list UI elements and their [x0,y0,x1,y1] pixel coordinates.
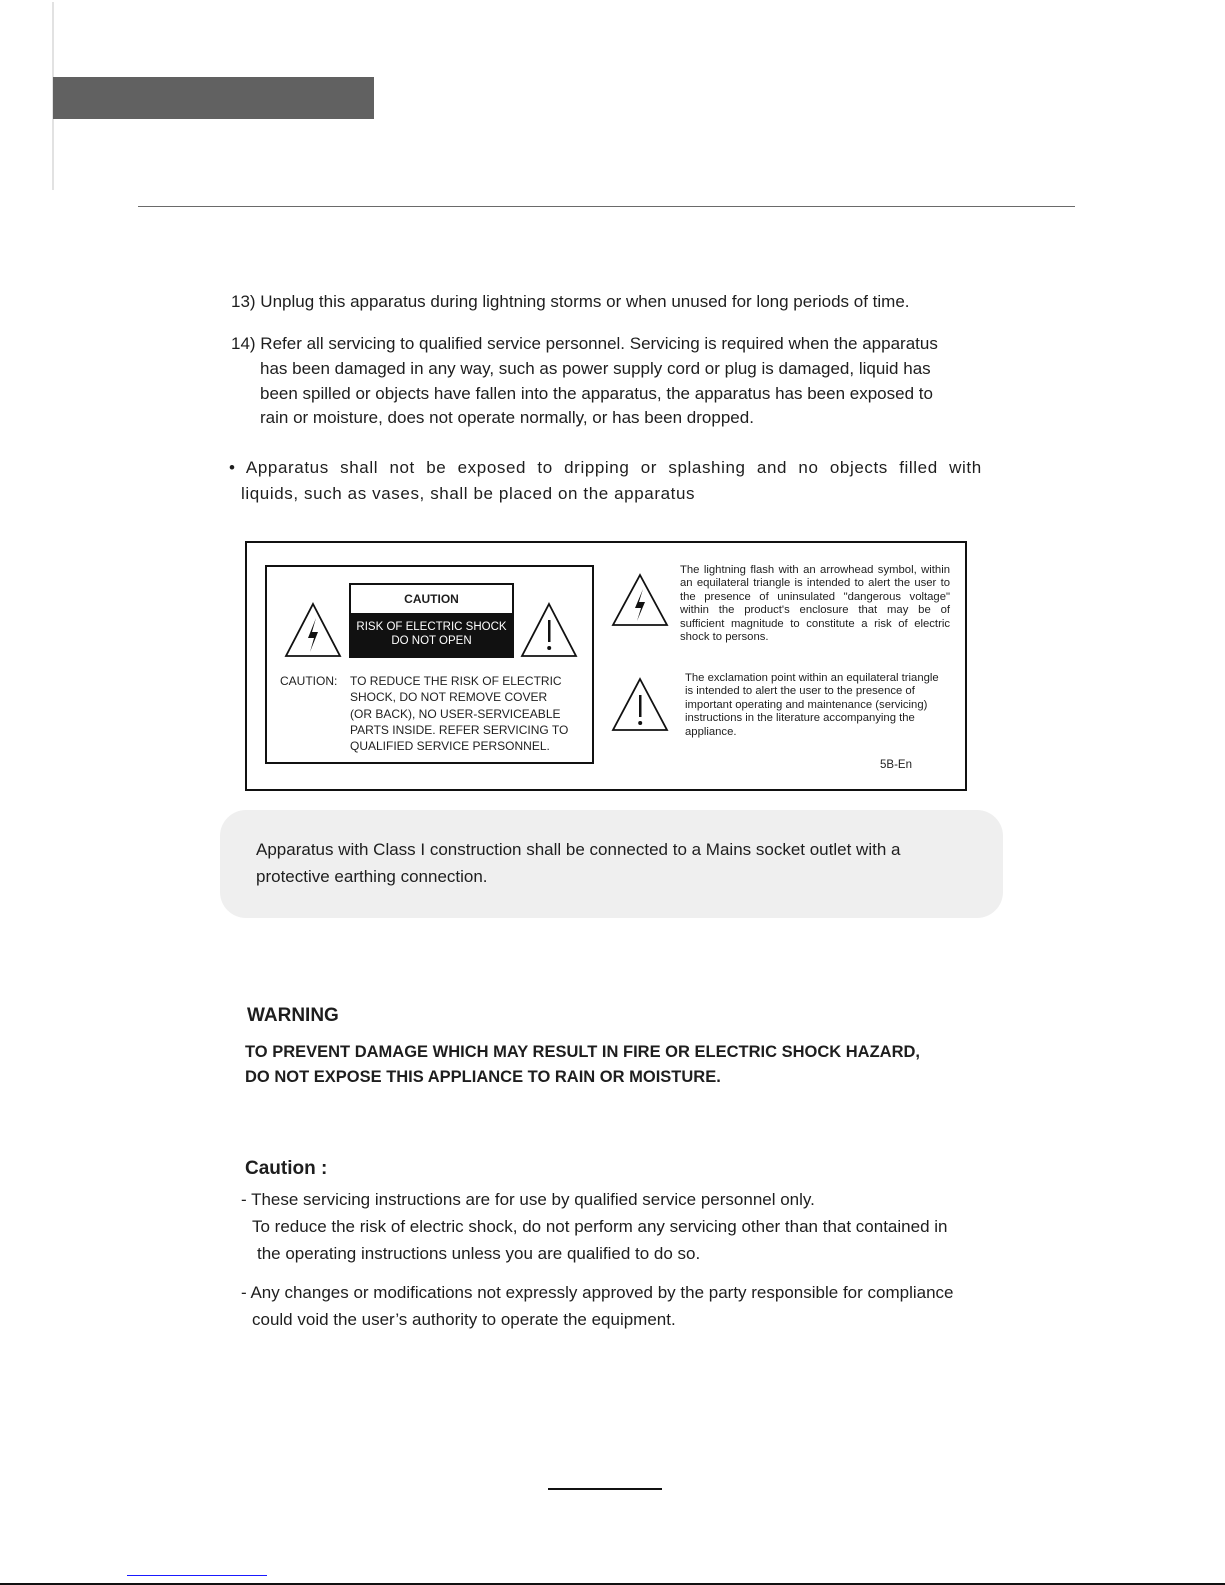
header-rule [138,206,1075,207]
page-number-rule [548,1488,662,1490]
caution-prefix: CAUTION: [280,674,338,688]
caution-line: - These servicing instructions are for use by qualified service personnel only. [241,1190,815,1209]
exclamation-triangle-icon [611,677,669,732]
earthing-note-line: Apparatus with Class I construction shall be connected to a Mains socket outlet with a [256,840,901,859]
lightning-triangle-icon [611,573,669,627]
caution-label [349,583,514,658]
risk-text: RISK OF ELECTRIC SHOCK DO NOT OPEN [351,613,512,656]
caution-title: Caution : [245,1158,328,1179]
caution-line: could void the user’s authority to operate the equipment. [252,1310,676,1329]
item-14-line: been spilled or objects have fallen into the apparatus, the apparatus has been exposed to [260,384,933,403]
caution-title: CAUTION [404,592,459,606]
item-13: 13) Unplug this apparatus during lightning storms or when unused for long periods of time. [231,292,910,311]
caution-line: the operating instructions unless you are qualified to do so. [257,1244,701,1263]
bullet-line: liquids, such as vases, shall be placed on the apparatus [241,484,696,503]
item-14-line: has been damaged in any way, such as power supply cord or plug is damaged, liquid has [260,359,931,378]
exclamation-description: The exclamation point within an equilateral triangle is intended to alert the user to the presence of important operating and maintenance (servicing) instructions in the literature accompanying the appliance. [685,672,939,738]
bullet-line: • Apparatus shall not be exposed to dripping or splashing and no objects filled with [229,458,982,477]
item-14-line: rain or moisture, does not operate normally, or has been dropped. [260,408,754,427]
earthing-note-line: protective earthing connection. [256,867,488,886]
item-14-line: 14) Refer all servicing to qualified service personnel. Servicing is required when the apparatus [231,334,938,353]
caution-body: TO REDUCE THE RISK OF ELECTRIC SHOCK, DO NOT REMOVE COVER (OR BACK), NO USER-SERVICEABLE PARTS INSIDE. REFER SERVICING TO QUALIFIED SERVICE PERSONNEL. [350,674,569,754]
header-bar [53,77,374,119]
lightning-triangle-icon [284,602,342,658]
caution-line: - Any changes or modifications not expressly approved by the party responsible for compliance [241,1283,954,1302]
warning-line: DO NOT EXPOSE THIS APPLIANCE TO RAIN OR MOISTURE. [245,1068,721,1086]
link-underline [127,1575,267,1576]
lightning-description: The lightning flash with an arrowhead symbol, within an equilateral triangle is intended to alert the user to the presence of uninsulated "dangerous voltage" within the product's enclosure that may be of sufficient magnitude to constitute a risk of electric shock to persons. [680,564,950,644]
earthing-note-box [220,810,1003,918]
label-code: 5B-En [880,759,912,771]
warning-line: TO PREVENT DAMAGE WHICH MAY RESULT IN FIRE OR ELECTRIC SHOCK HAZARD, [245,1043,921,1061]
caution-line: To reduce the risk of electric shock, do not perform any servicing other than that contained in [252,1217,948,1236]
exclamation-triangle-icon [520,602,578,658]
warning-title: WARNING [247,1005,339,1026]
